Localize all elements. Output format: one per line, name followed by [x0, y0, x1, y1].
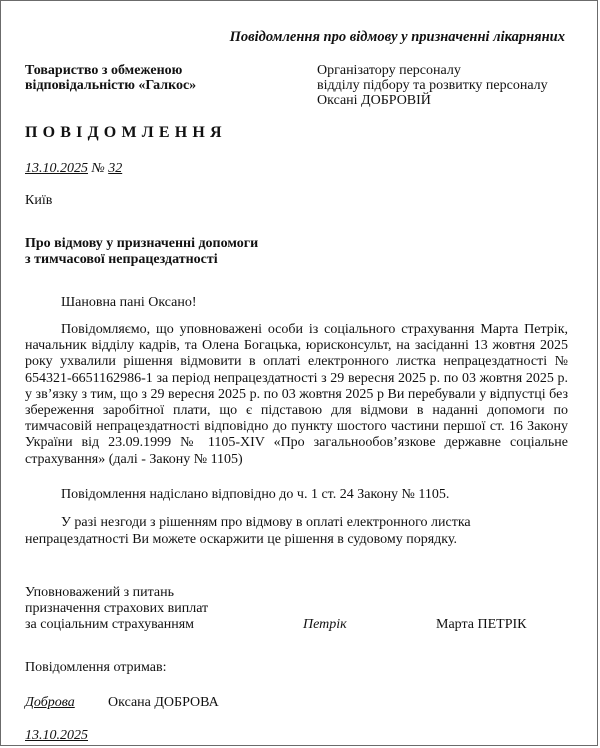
recipient-line: відділу підбору та розвитку персоналу	[317, 78, 548, 93]
authority-line: призначення страхових виплат	[25, 601, 209, 616]
recipient-signature: Доброва	[25, 695, 75, 710]
city: Київ	[25, 193, 53, 208]
authority-line: Уповноважений з питань	[25, 585, 174, 600]
received-label: Повідомлення отримав:	[25, 660, 167, 675]
notice-date: 13.10.2025	[25, 161, 88, 176]
notice-number: 32	[108, 161, 123, 176]
document-title: Повідомлення про відмову у призначенні лікарняних	[229, 29, 565, 45]
authority-line: за соціальним страхуванням	[25, 617, 194, 632]
authority-title	[25, 585, 208, 633]
notice-subject	[25, 236, 258, 268]
subject-line: Про відмову у призначенні допомоги	[25, 236, 259, 251]
salutation: Шановна пані Оксано!	[61, 295, 197, 310]
organization-name	[25, 63, 196, 93]
authority-signature: Петрік	[303, 617, 347, 632]
body-paragraph-appeal: У разі незгоди з рішенням про відмову в оплаті електронного листка непрацездатності Ви можете оскаржити це рішення в судовому порядку.	[25, 515, 471, 547]
organization-line: Товариство з обмеженою	[25, 63, 183, 78]
recipient-name: Оксана ДОБРОВА	[108, 695, 219, 710]
recipient-line: Організатору персоналу	[317, 63, 461, 78]
subject-line: з тимчасової непрацездатності	[25, 252, 218, 267]
authority-name: Марта ПЕТРІК	[436, 617, 527, 632]
recipient-line: Оксані ДОБРОВІЙ	[317, 93, 431, 108]
body-paragraph-sent: Повідомлення надіслано відповідно до ч. 1 ст. 24 Закону № 1105.	[61, 487, 450, 502]
number-sign: №	[91, 161, 105, 176]
organization-line: відповідальністю «Галкос»	[25, 78, 197, 93]
received-date: 13.10.2025	[25, 728, 88, 743]
body-paragraph-decision: Повідомляємо, що уповноважені особи із соціального страхування Марта Петрік, начальник відділу кадрів, та Олена Богацька, юрисконсульт, на засіданні 13 жовтня 2025 року ухвалили рішення відмовити в оплаті електронного листка непрацездатності № 654321-6651162986-1 за період непрацездатності з 29 вересня 2025 р. по 03 жовтня 2025 р. у зв’язку з тим, що з 29 вересня 2025 р. по 03 жовтня 2025 р Ви перебували у відпустці без збереження заробітної плати, що є підставою для відмови в наданні допомоги по тимчасовій непрацездатності відповідно до пункту шостого частини першої ст. 16 Закону України від 23.09.1999 № 1105-XIV «Про загальнообов’язкове державне соціальне страхування» (далі - Закону № 1105)	[25, 322, 568, 467]
notice-heading: ПОВІДОМЛЕННЯ	[25, 124, 227, 141]
recipient-block	[317, 63, 548, 108]
notice-date-number	[25, 161, 122, 177]
